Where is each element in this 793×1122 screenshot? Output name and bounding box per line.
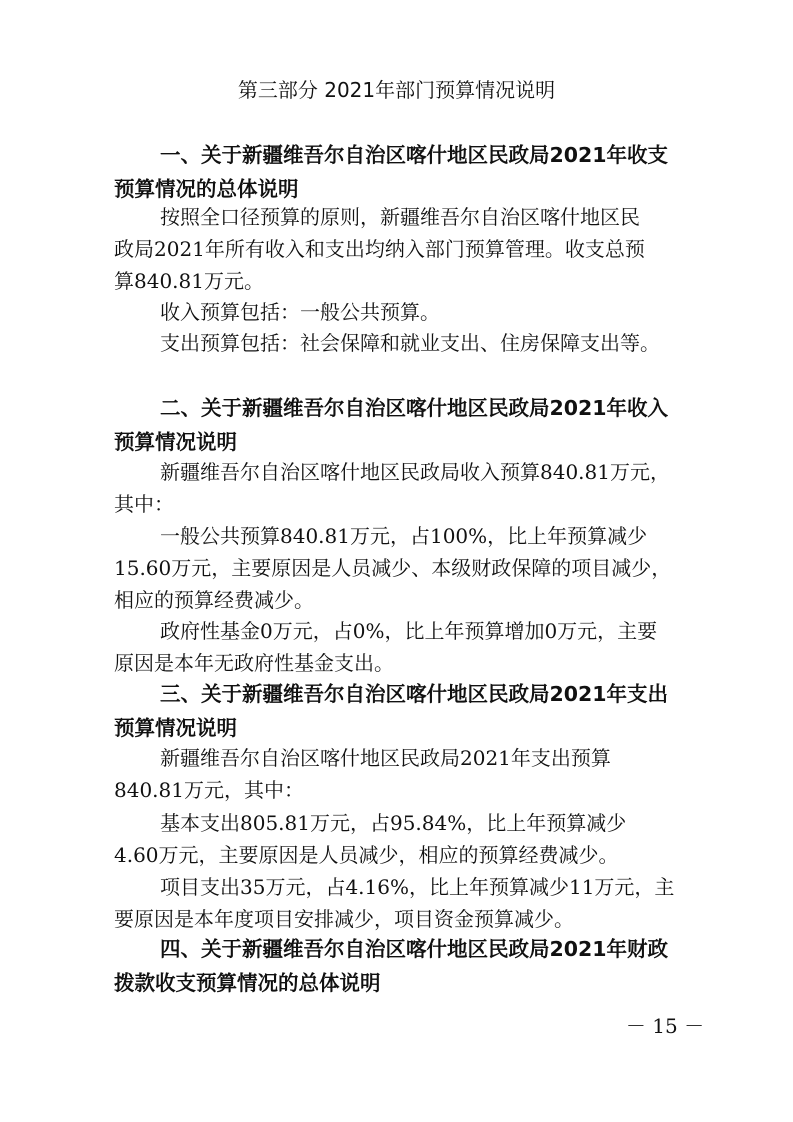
text-line: 算840.81万元。	[114, 269, 264, 293]
heading-line: 四、关于新疆维吾尔自治区喀什地区民政局2021年财政	[160, 937, 669, 961]
text-line: 按照全口径预算的原则，新疆维吾尔自治区喀什地区民	[160, 205, 640, 229]
heading-line: 二、关于新疆维吾尔自治区喀什地区民政局2021年收入	[160, 396, 669, 420]
paragraph	[114, 327, 696, 359]
text-line: 新疆维吾尔自治区喀什地区民政局2021年支出预算	[160, 746, 611, 770]
text-line: 原因是本年无政府性基金支出。	[114, 651, 394, 675]
text-line: 一般公共预算840.81万元，占100%，比上年预算减少	[160, 524, 648, 548]
paragraph	[114, 615, 696, 679]
text-line: 政局2021年所有收入和支出均纳入部门预算管理。收支总预	[114, 237, 645, 261]
text-line: 相应的预算经费减少。	[114, 588, 314, 612]
text-line: 840.81万元，其中：	[114, 778, 304, 802]
text-line: 支出预算包括：社会保障和就业支出、住房保障支出等。	[160, 331, 660, 355]
paragraph	[114, 201, 696, 297]
paragraph	[114, 871, 696, 935]
heading-line: 预算情况说明	[114, 430, 237, 454]
section-2-heading	[114, 391, 694, 459]
heading-line: 三、关于新疆维吾尔自治区喀什地区民政局2021年支出	[160, 682, 669, 706]
heading-line: 预算情况的总体说明	[114, 177, 299, 201]
paragraph	[114, 807, 696, 871]
heading-line: 预算情况说明	[114, 716, 237, 740]
text-line: 其中：	[114, 492, 174, 516]
section-1-heading	[114, 138, 694, 206]
text-line: 要原因是本年度项目安排减少，项目资金预算减少。	[114, 907, 574, 931]
paragraph	[114, 456, 696, 520]
text-line: 新疆维吾尔自治区喀什地区民政局收入预算840.81万元，	[160, 460, 670, 484]
paragraph	[114, 742, 696, 806]
page-number: － 15 －	[625, 1014, 705, 1038]
heading-line: 拨款收支预算情况的总体说明	[114, 971, 381, 995]
section-4-heading	[114, 932, 694, 1000]
text-line: 4.60万元，主要原因是人员减少，相应的预算经费减少。	[114, 843, 619, 867]
text-line: 项目支出35万元，占4.16%，比上年预算减少11万元，主	[160, 875, 675, 899]
text-line: 收入预算包括：一般公共预算。	[160, 300, 440, 324]
paragraph	[114, 296, 696, 328]
paragraph	[114, 520, 696, 616]
page-title: 第三部分 2021年部门预算情况说明	[237, 78, 556, 102]
section-3-heading	[114, 677, 694, 745]
text-line: 政府性基金0万元，占0%，比上年预算增加0万元，主要	[160, 619, 658, 643]
heading-line: 一、关于新疆维吾尔自治区喀什地区民政局2021年收支	[160, 143, 669, 167]
text-line: 15.60万元，主要原因是人员减少、本级财政保障的项目减少，	[114, 556, 672, 580]
text-line: 基本支出805.81万元，占95.84%，比上年预算减少	[160, 811, 627, 835]
